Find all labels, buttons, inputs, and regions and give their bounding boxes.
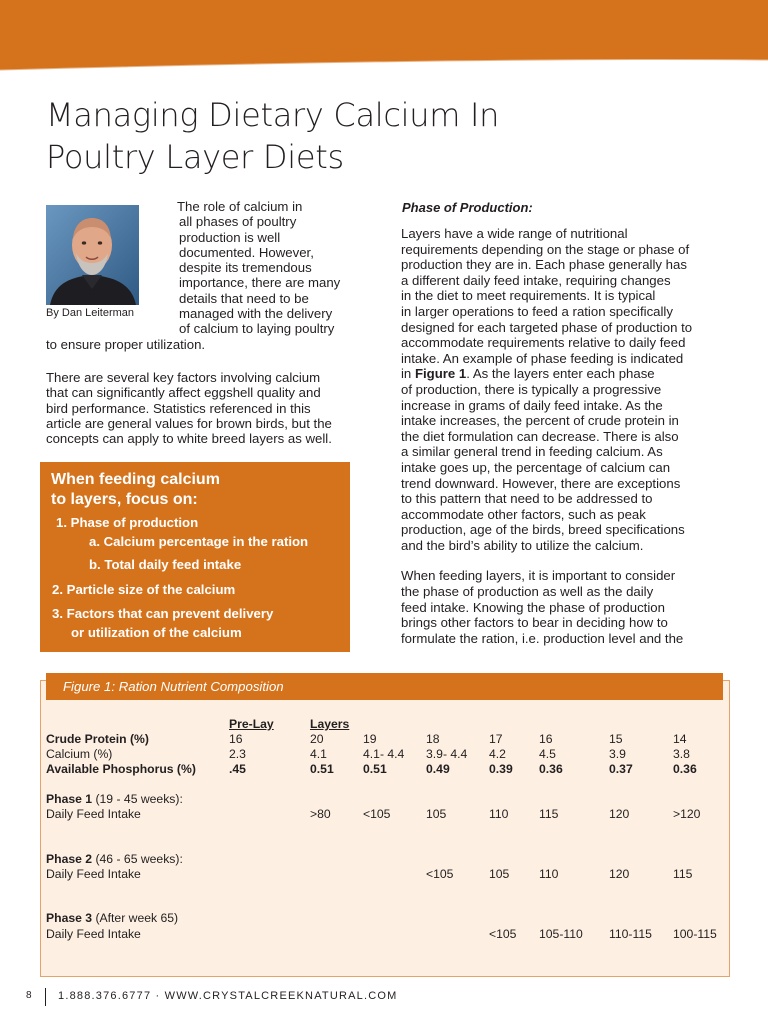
byline: By Dan Leiterman <box>46 307 135 319</box>
body-line: trend downward. However, there are exceptions <box>401 475 681 491</box>
body-line: increase in grams of daily feed intake. As the <box>401 397 663 413</box>
table-cell: 19 <box>363 732 377 746</box>
intro-paragraph <box>46 199 356 352</box>
factors-line: article are general values for brown birds, but the <box>46 415 332 431</box>
intro-line: importance, there are many <box>179 275 341 291</box>
phase-range: (After week 65) <box>92 911 179 925</box>
phase-name: Phase 1 <box>46 792 93 806</box>
table-cell: .45 <box>229 762 246 776</box>
table-cell: 105 <box>426 807 447 821</box>
footer-contact: 1.888.376.6777 · WWW.CRYSTALCREEKNATURAL.COM <box>58 990 398 1002</box>
table-cell: 3.8 <box>673 747 690 761</box>
callout-subitem: a. Calcium percentage in the ration <box>89 534 309 549</box>
body-line: of production, there is typically a progressive <box>401 381 662 397</box>
table-cell: <105 <box>363 807 391 821</box>
factors-paragraph <box>46 370 356 446</box>
body-text: in <box>401 366 415 382</box>
body-line: in the diet to meet requirements. It is typical <box>401 288 656 304</box>
table-cell: >80 <box>310 807 331 821</box>
table-cell: >120 <box>673 807 701 821</box>
intro-line: documented. However, <box>179 244 314 260</box>
intro-line: despite its tremendous <box>179 260 312 276</box>
table-cell: 0.37 <box>609 762 633 776</box>
phase-section-body <box>401 226 731 646</box>
intro-line: managed with the delivery <box>179 306 333 322</box>
table-cell: <105 <box>426 867 454 881</box>
body-line: accommodate other factors, such as peak <box>401 506 646 522</box>
body-line: in larger operations to feed a ration specifically <box>401 303 673 319</box>
footer-divider <box>45 988 46 1006</box>
intro-line: details that need to be <box>179 290 309 306</box>
section-heading: Phase of Production: <box>402 200 533 215</box>
table-cell: 18 <box>426 732 440 746</box>
col-header-layers: Layers <box>310 717 350 731</box>
callout-item-continued: or utilization of the calcium <box>71 625 242 640</box>
callout-box <box>40 462 350 652</box>
col-header-prelay: Pre-Lay <box>229 717 274 731</box>
body-line: requirements depending on the stage or phase of <box>401 241 690 257</box>
table-cell: 105-110 <box>539 927 583 941</box>
intro-line: to ensure proper utilization. <box>46 336 206 352</box>
table-cell: 0.36 <box>539 762 563 776</box>
body-line: formulate the ration, i.e. production level and the <box>401 630 684 646</box>
factors-line: bird performance. Statistics referenced in this <box>46 400 311 416</box>
body-line: accommodate requirements relative to daily feed <box>401 335 686 351</box>
phase-heading <box>46 911 178 925</box>
table-cell: 110-115 <box>609 927 652 941</box>
callout-item: 3. Factors that can prevent delivery <box>52 606 274 621</box>
body-text: . As the layers enter each phase <box>466 366 655 382</box>
row-label: Daily Feed Intake <box>46 927 141 941</box>
table-cell: <105 <box>489 927 517 941</box>
page-title <box>46 94 666 178</box>
table-cell: 0.36 <box>673 762 697 776</box>
callout-item: 2. Particle size of the calcium <box>52 582 236 597</box>
table-cell: 0.49 <box>426 762 450 776</box>
table-cell: 105 <box>489 867 510 881</box>
table-cell: 3.9- 4.4 <box>426 747 468 761</box>
callout-heading-line: When feeding calcium <box>51 471 220 488</box>
intro-line: The role of calcium in <box>177 199 303 214</box>
title-line-1: Managing Dietary Calcium In <box>46 96 500 134</box>
callout-item: 1. Phase of production <box>56 515 199 530</box>
callout-heading <box>51 470 220 510</box>
header-band <box>0 0 768 74</box>
phase-heading <box>46 852 183 866</box>
table-cell: 4.1 <box>310 747 327 761</box>
factors-line: that can significantly affect eggshell quality and <box>46 385 321 401</box>
table-cell: 115 <box>539 807 559 821</box>
phase-name: Phase 3 <box>46 911 93 925</box>
table-cell: 17 <box>489 732 503 746</box>
figure-reference: Figure 1 <box>414 366 467 382</box>
phase-name: Phase 2 <box>46 852 93 866</box>
phase-heading <box>46 792 183 806</box>
body-line: the phase of production as well as the daily <box>401 584 654 600</box>
body-line: production, age of the birds, breed specifications <box>401 522 685 538</box>
body-line <box>401 366 731 382</box>
table-cell: 3.9 <box>609 747 626 761</box>
table-cell: 120 <box>609 807 630 821</box>
body-line: intake increases, the percent of crude protein in <box>401 413 679 429</box>
table-cell: 100-115 <box>673 927 717 941</box>
intro-line: production is well <box>179 229 281 245</box>
row-label: Daily Feed Intake <box>46 807 141 821</box>
body-line: production they are in. Each phase generally has <box>401 257 687 273</box>
table-cell: 4.5 <box>539 747 556 761</box>
table-cell: 0.39 <box>489 762 513 776</box>
body-line: brings other factors to bear in deciding how to <box>401 615 668 631</box>
body-line: and the bird’s ability to utilize the calcium. <box>401 537 644 553</box>
table-cell: 4.1- 4.4 <box>363 747 405 761</box>
body-line: designed for each targeted phase of production to <box>401 319 693 335</box>
factors-line: There are several key factors involving calcium <box>46 370 321 385</box>
table-cell: 2.3 <box>229 747 246 761</box>
table-cell: 15 <box>609 732 623 746</box>
table-cell: 16 <box>539 732 553 746</box>
body-line: When feeding layers, it is important to consider <box>401 568 676 584</box>
body-line: intake goes up, the percentage of calcium can <box>401 459 671 475</box>
body-line: a similar general trend in feeding calcium. As <box>401 444 663 460</box>
table-cell: 14 <box>673 732 687 746</box>
table-cell: 110 <box>539 867 559 881</box>
row-label: Calcium (%) <box>46 747 113 761</box>
table-cell: 20 <box>310 732 324 746</box>
row-label: Crude Protein (%) <box>46 732 149 746</box>
intro-line: of calcium to laying poultry <box>179 321 335 337</box>
table-cell: 4.2 <box>489 747 506 761</box>
table-cell: 0.51 <box>310 762 334 776</box>
body-line: a different daily feed intake, requiring changes <box>401 272 671 288</box>
page-footer <box>0 988 768 1008</box>
body-line: intake. An example of phase feeding is indicated <box>401 350 684 366</box>
body-line: Layers have a wide range of nutritional <box>401 226 628 241</box>
row-label: Daily Feed Intake <box>46 867 141 881</box>
body-line: the diet formulation can decrease. There is also <box>401 428 679 444</box>
row-label: Available Phosphorus (%) <box>46 762 196 776</box>
table-cell: 16 <box>229 732 243 746</box>
title-line-2: Poultry Layer Diets <box>46 138 344 176</box>
callout-subitem: b. Total daily feed intake <box>89 557 242 572</box>
body-line: to this pattern that need to be addressed to <box>401 491 653 507</box>
phase-range: (19 - 45 weeks): <box>92 792 183 806</box>
phase-range: (46 - 65 weeks): <box>92 852 183 866</box>
callout-heading-line: to layers, focus on: <box>51 491 198 508</box>
table-cell: 110 <box>489 807 509 821</box>
body-line: feed intake. Knowing the phase of production <box>401 599 665 615</box>
table-cell: 120 <box>609 867 630 881</box>
table-cell: 0.51 <box>363 762 387 776</box>
table-cell: 115 <box>673 867 693 881</box>
factors-line: concepts can apply to white breed layers as well. <box>46 431 332 447</box>
intro-line: all phases of poultry <box>179 214 297 230</box>
figure-header <box>46 673 723 700</box>
figure-title: Figure 1: Ration Nutrient Composition <box>63 679 284 694</box>
page-number: 8 <box>26 990 32 1001</box>
